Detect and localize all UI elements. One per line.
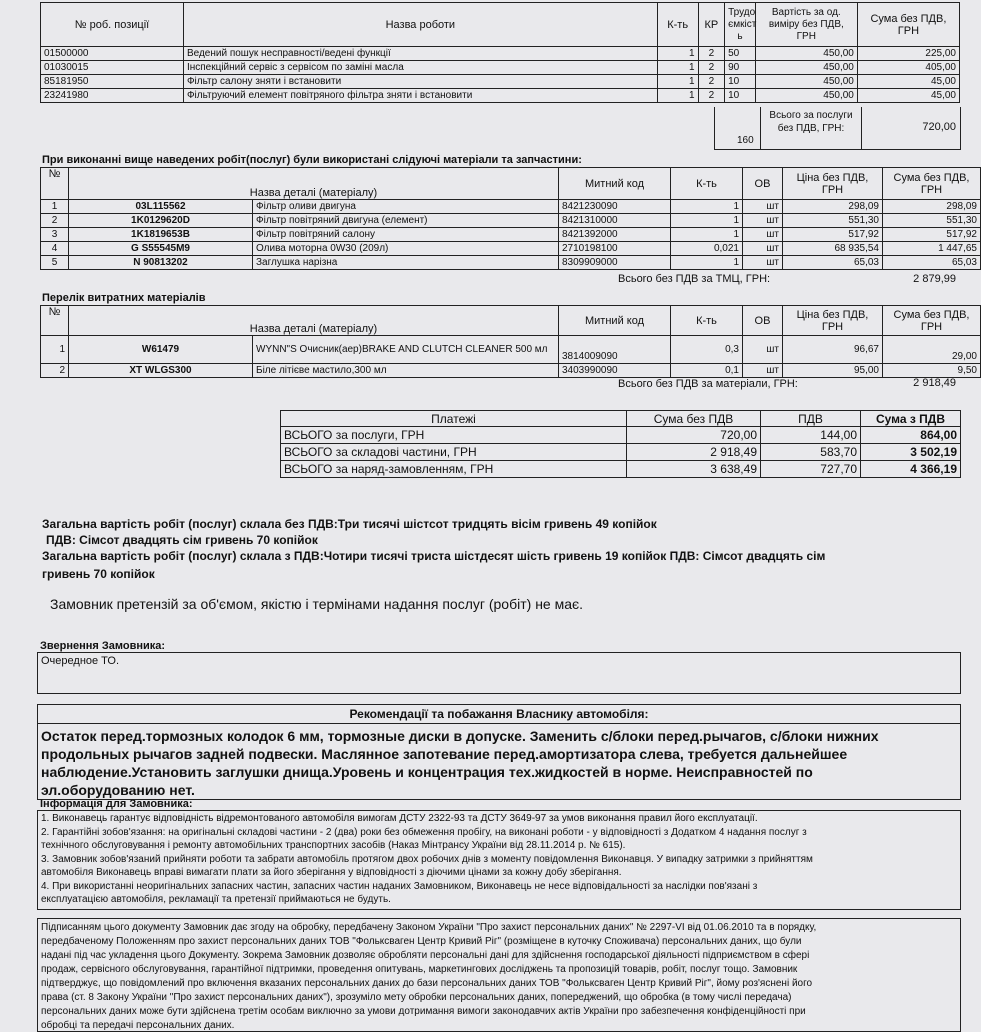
consumables-cell: W61479 <box>69 336 253 364</box>
info-line: 3. Замовник зобов'язаний прийняти роботи та забрати автомобіль протягом двох робочих днів з моменту повідомлення Виконавця. У випадку затримки з прийняттям <box>41 854 813 865</box>
payments-row <box>281 461 961 478</box>
parts-cell: 03L115562 <box>69 200 253 214</box>
consent-line: обробці та передачі персональних даних. <box>41 1020 235 1031</box>
info-box <box>37 810 961 910</box>
parts-cell: 68 935,54 <box>783 242 883 256</box>
payments-row <box>281 427 961 444</box>
payments-cell: ВСЬОГО за складові частини, ГРН <box>281 444 627 461</box>
parts-cell: шт <box>743 214 783 228</box>
payments-cell: 720,00 <box>627 427 761 444</box>
consumables-header-row <box>41 306 981 336</box>
summary-line-1: Загальна вартість робіт (послуг) склала без ПДВ:Три тисячі шістсот тридцять вісім гривень 49 копійок <box>42 517 657 531</box>
parts-cell: N 90813202 <box>69 256 253 270</box>
parts-cell: 551,30 <box>783 214 883 228</box>
recommendations-title: Рекомендації та побажання Власнику автомобіля: <box>38 705 960 724</box>
parts-cell: G S55545M9 <box>69 242 253 256</box>
parts-cell: шт <box>743 256 783 270</box>
works-header-cell: № роб. позиції <box>41 3 184 47</box>
works-cell: 450,00 <box>755 89 857 103</box>
payments-row <box>281 444 961 461</box>
consumables-header-cell: К-ть <box>671 306 743 336</box>
payments-header-cell: Сума з ПДВ <box>861 411 961 427</box>
consumables-caption: Перелік витратних матеріалів <box>42 292 206 304</box>
consumables-cell: 3403990090 <box>559 364 671 378</box>
parts-cell: 8421310000 <box>559 214 671 228</box>
consumables-cell: Біле літієве мастило,300 мл <box>253 364 559 378</box>
parts-cell: 551,30 <box>883 214 981 228</box>
parts-total-value: 2 879,99 <box>913 273 956 285</box>
parts-table <box>40 167 981 270</box>
works-header-cell: Назва роботи <box>183 3 657 47</box>
recommendations-box <box>37 704 961 800</box>
consent-line: передбаченому Положенням про захист персональних даних ТОВ "Фольксваген Центр Кривий Ріг" (розміщене в куточку Споживача) персональних даних, що були <box>41 936 802 947</box>
parts-cell: 517,92 <box>783 228 883 242</box>
works-cell: 2 <box>698 75 725 89</box>
parts-cell: 1 <box>41 200 69 214</box>
parts-caption: При виконанні вище наведених робіт(послуг) були використані слідуючі матеріали та запчастини: <box>42 154 582 166</box>
info-line: технічного обслуговування і ремонту автомобільних транспортних засобів (Наказ Мінтрансу України від 28.11.2014 р. № 615). <box>41 840 626 851</box>
parts-cell: 1 <box>671 228 743 242</box>
payments-cell: 583,70 <box>761 444 861 461</box>
works-cell: 2 <box>698 47 725 61</box>
consumables-total-value: 2 918,49 <box>913 377 956 389</box>
parts-cell: 1 447,65 <box>883 242 981 256</box>
parts-cell: шт <box>743 200 783 214</box>
works-cell: 45,00 <box>857 89 959 103</box>
works-cell: 1 <box>657 75 698 89</box>
works-header-cell: Вартість за од. виміру без ПДВ, ГРН <box>755 3 857 47</box>
consumables-cell: 0,1 <box>671 364 743 378</box>
payments-cell: 3 638,49 <box>627 461 761 478</box>
works-cell: 45,00 <box>857 75 959 89</box>
works-table <box>40 2 960 103</box>
works-header-row <box>41 3 960 47</box>
payments-cell: 727,70 <box>761 461 861 478</box>
parts-header-cell: К-ть <box>671 168 743 200</box>
consumables-cell: 0,3 <box>671 336 743 364</box>
payments-header-row <box>281 411 961 427</box>
parts-cell: Заглушка нарізна <box>253 256 559 270</box>
consumables-total-label: Всього без ПДВ за матеріали, ГРН: <box>618 378 798 390</box>
works-cell: 1 <box>657 89 698 103</box>
parts-cell: 65,03 <box>783 256 883 270</box>
parts-cell: 298,09 <box>783 200 883 214</box>
parts-header-cell: Сума без ПДВ, ГРН <box>883 168 981 200</box>
parts-cell: 65,03 <box>883 256 981 270</box>
info-line: 1. Виконавець гарантує відповідність відремонтованого автомобіля вимогам ДСТУ 2322-93 та ДСТУ 3649-97 за умов виконання правил його експлуатації. <box>41 813 758 824</box>
parts-cell: 8421392000 <box>559 228 671 242</box>
works-cell: 450,00 <box>755 75 857 89</box>
consumables-cell: 1 <box>41 336 69 364</box>
payments-header-cell: ПДВ <box>761 411 861 427</box>
works-total-hours: 160 <box>737 135 754 146</box>
consumables-cell: 2 <box>41 364 69 378</box>
customer-request-value: Очередное ТО. <box>41 655 120 667</box>
consumables-header-cell: ОВ <box>743 306 783 336</box>
works-cell: 225,00 <box>857 47 959 61</box>
info-line: експлуатацією автомобіля, рекламації та претензії приймаються не будуть. <box>41 894 391 905</box>
consent-box <box>37 918 961 1032</box>
payments-cell: 864,00 <box>861 427 961 444</box>
consumables-header-cell: Митний код <box>559 306 671 336</box>
consent-line: продаж, сервісного обслуговування, гарантійної підтримки, проведення опитувань, маркетингових досліджень та пропозицій товарів, робіт, послуг тощо. Замовник <box>41 964 798 975</box>
consumables-row <box>41 364 981 378</box>
payments-table <box>280 410 961 478</box>
payments-cell: 2 918,49 <box>627 444 761 461</box>
works-cell: Фільтр салону зняти і встановити <box>183 75 657 89</box>
parts-header-cell: Ціна без ПДВ, ГРН <box>783 168 883 200</box>
consumables-header-cell: Назва деталі (матеріалу) <box>69 306 559 336</box>
works-row <box>41 61 960 75</box>
parts-cell: 1K1819653B <box>69 228 253 242</box>
consumables-cell: XT WLGS300 <box>69 364 253 378</box>
works-cell: 2 <box>698 89 725 103</box>
payments-cell: 3 502,19 <box>861 444 961 461</box>
consent-line: права (ст. 8 Закону України "Про захист персональних даних"), зрозуміло мету обробки персональних даних, попереджений, що обробка (в тому числі передача) <box>41 992 792 1003</box>
works-cell: 85181950 <box>41 75 184 89</box>
parts-cell: 8309909000 <box>559 256 671 270</box>
parts-cell: 1 <box>671 256 743 270</box>
parts-row <box>41 242 981 256</box>
works-cell: 01030015 <box>41 61 184 75</box>
parts-cell: 298,09 <box>883 200 981 214</box>
works-cell: 1 <box>657 61 698 75</box>
parts-header-cell: Митний код <box>559 168 671 200</box>
parts-row <box>41 200 981 214</box>
parts-cell: 0,021 <box>671 242 743 256</box>
consumables-cell: 3814009090 <box>559 336 671 364</box>
parts-cell: 1 <box>671 214 743 228</box>
works-row <box>41 89 960 103</box>
parts-header-cell: № <box>41 168 69 200</box>
works-cell: 10 <box>725 89 756 103</box>
works-cell: Фільтруючий елемент повітряного фільтра зняти і встановити <box>183 89 657 103</box>
customer-request-box <box>37 652 961 694</box>
works-cell: 450,00 <box>755 47 857 61</box>
works-total-value: 720,00 <box>922 121 956 133</box>
works-cell: 2 <box>698 61 725 75</box>
consumables-cell: 9,50 <box>883 364 981 378</box>
consumables-cell: шт <box>743 364 783 378</box>
info-label: Інформація для Замовника: <box>40 798 193 810</box>
recommendation-line: Остаток перед.тормозных колодок 6 мм, тормозные диски в допуске. Заменить с/блоки перед.рычагов, с/блоки нижних <box>41 728 879 744</box>
consumables-header-cell: № <box>41 306 69 336</box>
customer-request-label: Звернення Замовника: <box>40 640 166 652</box>
consent-line: підтверджує, що повідомлений про включення вказаних персональних даних до бази персональних даних ТОВ "Фольксваген Центр Кривий Ріг", йому роз'яснені його <box>41 978 813 989</box>
summary-line-4: гривень 70 копійок <box>42 567 155 581</box>
consumables-row <box>41 336 981 364</box>
works-row <box>41 47 960 61</box>
works-cell: Інспекційний сервіс з сервісом по заміні масла <box>183 61 657 75</box>
works-cell: 90 <box>725 61 756 75</box>
parts-header-row <box>41 168 981 200</box>
summary-line-2: ПДВ: Сімсот двадцять сім гривень 70 копійок <box>46 533 318 547</box>
recommendation-line: наблюдение.Установить заглушки днища.Уровень и концентрация тех.жидкостей в норме. Неисправностей по <box>41 764 813 780</box>
works-total-label: Всього за послуги без ПДВ, ГРН: <box>769 110 853 134</box>
works-cell: 1 <box>657 47 698 61</box>
consumables-cell: 29,00 <box>883 336 981 364</box>
consent-line: персональних даних може бути здійснена третім особам виключно за умови дотримання вимоги законодавчих актів України про забезпечення конфіденційності при <box>41 1006 806 1017</box>
consent-line: надані під час укладення цього Документу. Зокрема Замовник дозволяє обробляти персональні дані для здійснення господарської діяльності підприємством в сфері <box>41 950 810 961</box>
works-header-cell: К-ть <box>657 3 698 47</box>
parts-cell: 2 <box>41 214 69 228</box>
no-claims-text: Замовник претензій за об'ємом, якістю і термінами надання послуг (робіт) не має. <box>50 596 584 612</box>
parts-cell: 3 <box>41 228 69 242</box>
info-line: 2. Гарантійні зобов'язання: на оригінальні складові частини - 2 (два) роки без обмеження пробігу, на виконані роботи - у відповідності з Додатком 4 надання послуг з <box>41 827 807 838</box>
works-cell: 01500000 <box>41 47 184 61</box>
parts-cell: Фільтр оливи двигуна <box>253 200 559 214</box>
payments-header-cell: Сума без ПДВ <box>627 411 761 427</box>
parts-header-cell: ОВ <box>743 168 783 200</box>
consumables-cell: WYNN"S Очисник(аер)BRAKE AND CLUTCH CLEANER 500 мл <box>253 336 559 364</box>
parts-cell: шт <box>743 242 783 256</box>
parts-cell: 5 <box>41 256 69 270</box>
recommendation-line: продольных рычагов задней подвески. Маслянное запотевание перед.амортизатора слева, требуется дальнейшее <box>41 746 848 762</box>
consumables-cell: шт <box>743 336 783 364</box>
parts-cell: 4 <box>41 242 69 256</box>
consumables-table <box>40 305 981 378</box>
parts-header-cell: Назва деталі (матеріалу) <box>69 168 559 200</box>
consumables-header-cell: Ціна без ПДВ, ГРН <box>783 306 883 336</box>
works-cell: 50 <box>725 47 756 61</box>
parts-cell: 1K0129620D <box>69 214 253 228</box>
payments-cell: 4 366,19 <box>861 461 961 478</box>
works-header-cell: Трудо ємкіст ь <box>725 3 756 47</box>
parts-cell: Фільтр повітряний салону <box>253 228 559 242</box>
summary-line-3: Загальна вартість робіт (послуг) склала з ПДВ:Чотири тисячі триста шістдесят шість гривень 19 копійок ПДВ: Сімсот двадцять сім <box>42 549 826 563</box>
payments-cell: ВСЬОГО за послуги, ГРН <box>281 427 627 444</box>
consent-line: Підписанням цього документу Замовник дає згоду на обробку, передбачену Законом України "Про захист персональних даних" № 2297-VI від 01.06.2010 та в порядку, <box>41 922 817 933</box>
works-total-box <box>714 107 961 150</box>
works-cell: 450,00 <box>755 61 857 75</box>
parts-cell: шт <box>743 228 783 242</box>
recommendation-line: эл.оборудованию нет. <box>41 782 195 798</box>
works-cell: 10 <box>725 75 756 89</box>
payments-header-cell: Платежі <box>281 411 627 427</box>
consumables-header-cell: Сума без ПДВ, ГРН <box>883 306 981 336</box>
works-header-cell: Сума без ПДВ, ГРН <box>857 3 959 47</box>
works-row <box>41 75 960 89</box>
works-cell: Ведений пошук несправності/ведені функції <box>183 47 657 61</box>
parts-row <box>41 228 981 242</box>
consumables-cell: 96,67 <box>783 336 883 364</box>
parts-row <box>41 214 981 228</box>
parts-cell: 2710198100 <box>559 242 671 256</box>
payments-cell: ВСЬОГО за наряд-замовленням, ГРН <box>281 461 627 478</box>
parts-row <box>41 256 981 270</box>
works-cell: 23241980 <box>41 89 184 103</box>
works-cell: 405,00 <box>857 61 959 75</box>
info-line: автомобіля Виконавець вправі вимагати плати за його зберігання у відповідності з діючими цінами за кожну добу зберігання. <box>41 867 622 878</box>
works-header-cell: КР <box>698 3 725 47</box>
parts-cell: 8421230090 <box>559 200 671 214</box>
parts-cell: Фільтр повітряний двигуна (елемент) <box>253 214 559 228</box>
parts-cell: 1 <box>671 200 743 214</box>
parts-total-label: Всьоrо без ПДВ за ТМЦ, ГРН: <box>618 273 771 285</box>
consumables-cell: 95,00 <box>783 364 883 378</box>
parts-cell: Олива моторна 0W30 (209л) <box>253 242 559 256</box>
parts-cell: 517,92 <box>883 228 981 242</box>
payments-cell: 144,00 <box>761 427 861 444</box>
info-line: 4. При використанні неоригінальних запасних частин, запасних частин наданих Замовником, Виконавець не несе відповідальності за наслідки пов'язані з <box>41 881 758 892</box>
